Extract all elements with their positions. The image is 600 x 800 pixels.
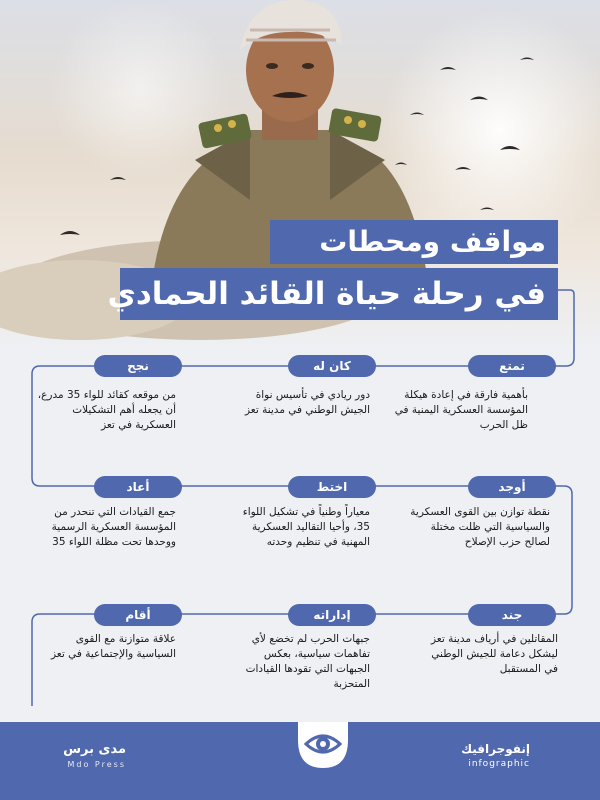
station-text-6: نقطة توازن بين القوى العسكرية والسياسية التي ظلت مختلة لصالح حزب الإصلاح <box>410 506 550 548</box>
station-text-4: جمع القيادات التي تنحدر من المؤسسة العسكرية الرسمية ووحدها تحت مظلة اللواء 35 <box>51 506 176 548</box>
station-text-9: علاقة متوازنة مع القوى السياسية والإجتماعية في تعز <box>51 633 176 660</box>
station-text-5: معياراً وطنياً في تشكيل اللواء 35، وأحيا التقاليد العسكرية المهنية في تنظيم وحدته <box>242 506 370 548</box>
title-line-2: في رحلة حياة القائد الحمادي <box>120 268 558 320</box>
station-pill-3: نجح <box>94 355 182 377</box>
eye-icon <box>298 722 348 768</box>
station-text-3: من موقعه كقائد للواء 35 مدرع، أن يجعله أهم التشكيلات العسكرية في تعز <box>37 389 176 431</box>
station-text-7: المقاتلين في أرياف مدينة تعز ليشكل دعامة للجيش الوطني في المستقبل <box>430 633 558 675</box>
station-pill-2: كان له <box>288 355 376 377</box>
footer-infographic-arabic: إنفوجرافيك <box>461 742 530 756</box>
station-text-1: بأهمية فارقة في إعادة هيكلة المؤسسة العسكرية اليمنية في ظل الحرب <box>394 389 528 431</box>
station-pill-9: أقام <box>94 604 182 626</box>
footer-brand-english: Mdo Press <box>67 760 126 769</box>
station-text-8: جبهات الحرب لم تخضع لأي تفاهمات سياسية، بعكس الجبهات التي تقودها القيادات المتحزبة <box>245 633 370 690</box>
footer-infographic-english: infographic <box>468 759 530 769</box>
station-pill-5: اختط <box>288 476 376 498</box>
station-pill-1: تمتع <box>468 355 556 377</box>
footer-brand-arabic: مدى برس <box>63 742 126 757</box>
title-line-1: مواقف ومحطات <box>270 220 558 264</box>
station-text-2: دور ريادي في تأسيس نواة الجيش الوطني في مدينة تعز <box>244 389 370 416</box>
station-pill-8: إداراته <box>288 604 376 626</box>
station-pill-4: أعاد <box>94 476 182 498</box>
station-pill-7: جند <box>468 604 556 626</box>
station-pill-6: أوجد <box>468 476 556 498</box>
